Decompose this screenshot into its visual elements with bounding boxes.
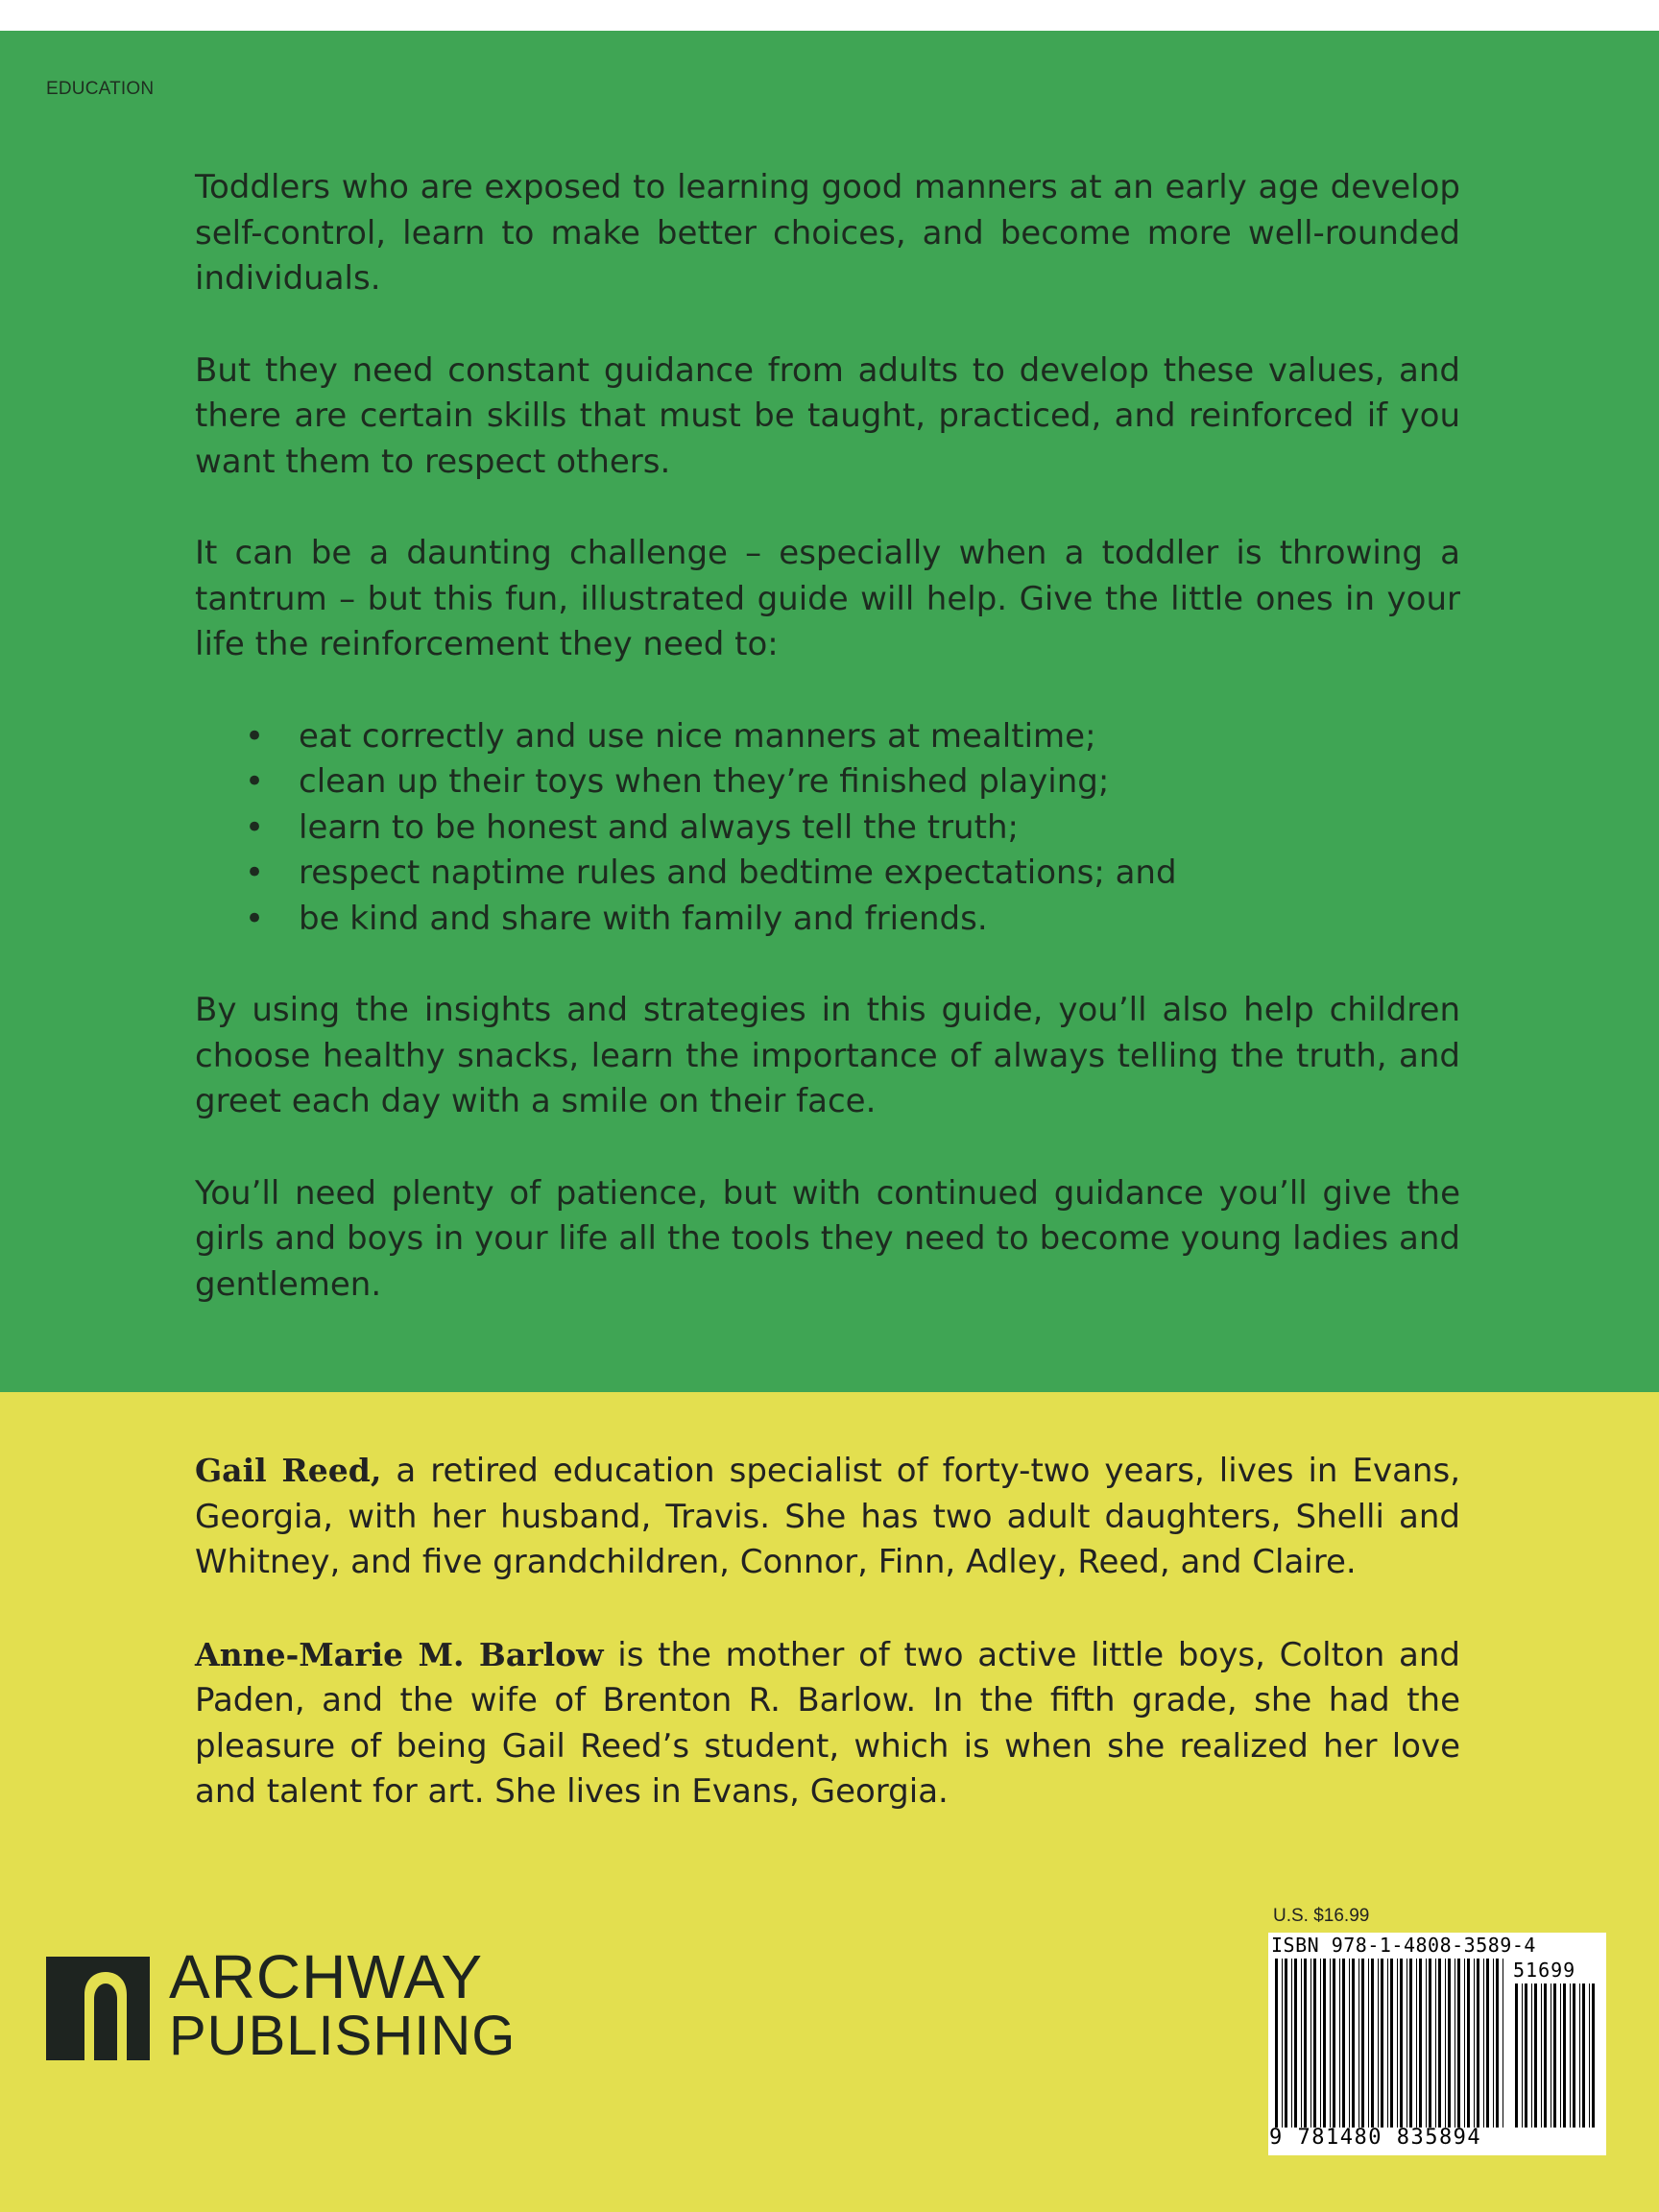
barcode-bar: [1486, 1959, 1489, 2128]
list-item-text: clean up their toys when they’re finished playing;: [299, 762, 1110, 801]
barcode-bar: [1333, 1959, 1335, 2128]
barcode-bar: [1400, 1959, 1403, 2128]
list-item: [245, 714, 1460, 760]
barcode-bar: [1582, 1984, 1585, 2128]
barcode-bar: [1464, 1959, 1465, 2128]
barcode-bar: [1579, 1984, 1580, 2128]
price-label: U.S. $16.99: [1273, 1906, 1370, 1926]
illustrator-bio: [195, 1632, 1460, 1815]
barcode-bar: [1483, 1959, 1484, 2128]
skills-list: [195, 714, 1460, 943]
blurb-paragraph-3: It can be a daunting challenge – especially when a toddler is throwing a tantrum – but this fun, illustrated guide will help. Give the little ones in your life the reinforcement they need to:: [195, 534, 1460, 663]
barcode-bar: [1435, 1959, 1436, 2128]
barcode-bar: [1416, 1959, 1417, 2128]
blurb-panel: [0, 31, 1659, 1392]
barcode-bar: [1313, 1959, 1316, 2128]
barcode-bar: [1525, 1984, 1527, 2128]
barcode-bar: [1457, 1959, 1460, 2128]
author-bio-text: a retired education specialist of forty-two years, lives in Evans, Georgia, with her husband, Travis. She has two adult daughters, Shelli and Whitney, and five grandchildren, Connor, Finn, Adley, Reed, and Claire.: [195, 1452, 1460, 1581]
list-item-text: eat correctly and use nice manners at mealtime;: [299, 716, 1096, 756]
list-item-text: learn to be honest and always tell the truth;: [299, 807, 1019, 847]
barcode-bar: [1419, 1959, 1422, 2128]
list-item-text: be kind and share with family and friends.: [299, 899, 988, 938]
barcode-bar: [1301, 1959, 1302, 2128]
barcode-bar: [1371, 1959, 1374, 2128]
barcode-bar: [1361, 1959, 1364, 2128]
barcode-bar: [1570, 1984, 1571, 2128]
barcode-bar: [1474, 1959, 1475, 2128]
price-addon-digits: 51699: [1513, 1959, 1576, 1982]
blurb-paragraph-1: Toddlers who are exposed to learning good manners at an early age develop self-control, learn to make better choices, and become more well-rounded individuals.: [195, 168, 1460, 298]
barcode-bar: [1294, 1959, 1297, 2128]
barcode-bar: [1275, 1959, 1278, 2128]
bullet-icon: •: [245, 807, 265, 847]
barcode-bar: [1553, 1984, 1556, 2128]
barcode-bar: [1477, 1959, 1479, 2128]
barcode-bar: [1352, 1959, 1355, 2128]
barcode-bar: [1397, 1959, 1398, 2128]
barcode-bar: [1438, 1959, 1441, 2128]
category-label: EDUCATION: [46, 79, 155, 99]
illustrator-name: Anne-Marie M. Barlow: [195, 1635, 604, 1673]
list-item: [245, 759, 1460, 805]
barcode-bar: [1493, 1959, 1494, 2128]
blurb-text: [195, 165, 1460, 1354]
barcode-bar: [1342, 1959, 1345, 2128]
barcode-bar: [1378, 1959, 1379, 2128]
barcode-bar: [1429, 1959, 1431, 2128]
blurb-paragraph-2: But they need constant guidance from adults to develop these values, and there are certain skills that must be taught, practiced, and reinforced if you want them to respect others.: [195, 350, 1460, 481]
barcode-bar: [1544, 1984, 1547, 2128]
bullet-icon: •: [245, 899, 265, 938]
barcode-bar: [1320, 1959, 1321, 2128]
barcode-bar: [1541, 1984, 1542, 2128]
barcode-bar: [1515, 1984, 1518, 2128]
barcode-bar: [1285, 1959, 1287, 2128]
barcode-bar: [1349, 1959, 1350, 2128]
barcode-bar: [1368, 1959, 1369, 2128]
publisher-name-line1: ARCHWAY: [169, 1942, 483, 2011]
back-cover: [0, 31, 1659, 2212]
barcode-bar: [1534, 1984, 1537, 2128]
bullet-icon: •: [245, 762, 265, 801]
author-bio: [195, 1448, 1460, 1586]
barcode-bar: [1330, 1959, 1331, 2128]
isbn-label: ISBN 978-1-4808-3589-4: [1271, 1934, 1536, 1957]
blurb-paragraph-5: You’ll need plenty of patience, but with continued guidance you’ll give the girls and boys in your life all the tools they need to become young ladies and gentlemen.: [195, 1173, 1460, 1304]
barcode-bar: [1358, 1959, 1359, 2128]
barcode-bar: [1339, 1959, 1340, 2128]
barcode-bar: [1592, 1984, 1595, 2128]
barcode-bar: [1467, 1959, 1470, 2128]
barcode-bar: [1496, 1959, 1499, 2128]
barcode-bar: [1560, 1984, 1561, 2128]
author-bios: [195, 1448, 1460, 1862]
author-name: Gail Reed,: [195, 1452, 382, 1489]
barcode-bar: [1589, 1984, 1590, 2128]
ean-barcode-bars: [1273, 1959, 1507, 2128]
barcode-bar: [1387, 1959, 1388, 2128]
barcode-bar: [1573, 1984, 1575, 2128]
blurb-paragraph-4: By using the insights and strategies in this guide, you’ll also help children choose healthy snacks, learn the importance of always telling the truth, and greet each day with a smile on their face.: [195, 991, 1460, 1120]
barcode-bar: [1323, 1959, 1326, 2128]
barcode-bar: [1381, 1959, 1383, 2128]
barcode-bar: [1445, 1959, 1446, 2128]
list-item: [245, 805, 1460, 852]
list-item: [245, 897, 1460, 943]
illustrator-bio-text: is the mother of two active little boys, Colton and Paden, and the wife of Brenton R. Barlow. In the fifth grade, she had the pleasure of being Gail Reed’s student, which is when she realized her love and talent for art. She lives in Evans, Georgia.: [195, 1635, 1460, 1811]
bullet-icon: •: [245, 854, 265, 892]
barcode-bar: [1291, 1959, 1292, 2128]
barcode-bar: [1426, 1959, 1427, 2128]
barcode-bar: [1304, 1959, 1307, 2128]
barcode-bar: [1563, 1984, 1566, 2128]
addon-barcode-bars: [1513, 1984, 1601, 2128]
barcode-bar: [1409, 1959, 1412, 2128]
archway-logo-icon: [46, 1957, 150, 2060]
barcode-bar: [1390, 1959, 1393, 2128]
barcode-bar: [1531, 1984, 1532, 2128]
barcode-bar: [1310, 1959, 1311, 2128]
publisher-name-line2: PUBLISHING: [169, 2005, 517, 2067]
ean-digits: 9 781480 835894: [1269, 2126, 1482, 2150]
list-item-text: respect naptime rules and bedtime expectations; and: [299, 854, 1177, 892]
barcode-bar: [1448, 1959, 1451, 2128]
barcode-bar: [1522, 1984, 1523, 2128]
list-item: [245, 851, 1460, 897]
barcode-bar: [1282, 1959, 1283, 2128]
publisher-name: [169, 1942, 517, 2067]
bullet-icon: •: [245, 716, 265, 756]
